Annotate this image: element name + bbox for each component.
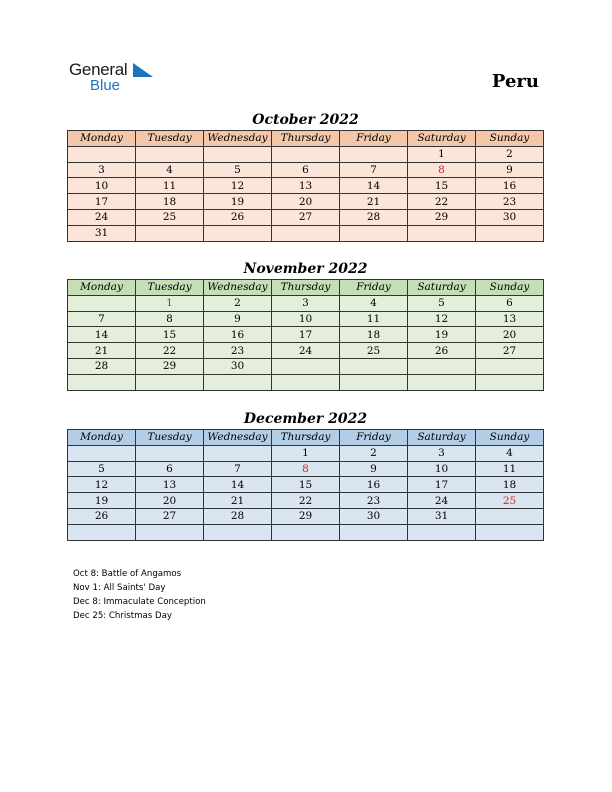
day-cell: 21 bbox=[340, 194, 408, 210]
day-header: Sunday bbox=[476, 131, 544, 147]
logo bbox=[69, 60, 169, 96]
week-row bbox=[68, 493, 544, 509]
day-header: Monday bbox=[68, 430, 136, 446]
day-cell bbox=[476, 508, 544, 524]
day-cell: 15 bbox=[136, 327, 204, 343]
day-cell: 27 bbox=[136, 508, 204, 524]
day-cell bbox=[204, 524, 272, 540]
day-cell: 9 bbox=[204, 311, 272, 327]
day-cell bbox=[272, 358, 340, 374]
day-cell bbox=[68, 524, 136, 540]
day-cell: 19 bbox=[408, 327, 476, 343]
day-cell: 2 bbox=[204, 295, 272, 311]
week-row bbox=[68, 225, 544, 241]
day-header: Thursday bbox=[272, 280, 340, 296]
day-cell bbox=[408, 374, 476, 390]
day-cell: 26 bbox=[408, 343, 476, 359]
week-row bbox=[68, 445, 544, 461]
day-cell: 20 bbox=[136, 493, 204, 509]
day-cell: 10 bbox=[272, 311, 340, 327]
day-cell: 19 bbox=[204, 194, 272, 210]
day-cell: 28 bbox=[204, 508, 272, 524]
day-cell: 3 bbox=[68, 162, 136, 178]
day-cell: 31 bbox=[68, 225, 136, 241]
day-header: Sunday bbox=[476, 430, 544, 446]
day-cell: 13 bbox=[136, 477, 204, 493]
day-header: Friday bbox=[340, 131, 408, 147]
day-cell bbox=[68, 374, 136, 390]
month-title: October 2022 bbox=[252, 112, 359, 128]
day-header: Monday bbox=[68, 280, 136, 296]
week-row bbox=[68, 162, 544, 178]
holiday-notes bbox=[73, 567, 206, 623]
week-row bbox=[68, 194, 544, 210]
day-cell: 4 bbox=[476, 445, 544, 461]
day-cell: 24 bbox=[408, 493, 476, 509]
day-cell: 4 bbox=[136, 162, 204, 178]
day-cell: 5 bbox=[408, 295, 476, 311]
calendar-table bbox=[67, 130, 544, 242]
day-cell bbox=[204, 445, 272, 461]
day-cell: 26 bbox=[68, 508, 136, 524]
day-header: Saturday bbox=[408, 131, 476, 147]
day-cell: 22 bbox=[408, 194, 476, 210]
day-cell: 14 bbox=[204, 477, 272, 493]
week-row bbox=[68, 209, 544, 225]
day-cell: 23 bbox=[476, 194, 544, 210]
logo-triangle-icon bbox=[133, 63, 153, 77]
day-cell: 13 bbox=[272, 178, 340, 194]
day-header: Tuesday bbox=[136, 280, 204, 296]
day-cell: 9 bbox=[476, 162, 544, 178]
holiday-note: Dec 8: Immaculate Conception bbox=[73, 597, 206, 607]
day-header: Wednesday bbox=[204, 430, 272, 446]
day-cell: 6 bbox=[272, 162, 340, 178]
day-cell: 19 bbox=[68, 493, 136, 509]
day-cell: 30 bbox=[204, 358, 272, 374]
day-header: Wednesday bbox=[204, 280, 272, 296]
day-cell: 12 bbox=[408, 311, 476, 327]
day-cell: 14 bbox=[68, 327, 136, 343]
day-cell: 3 bbox=[408, 445, 476, 461]
week-row bbox=[68, 374, 544, 390]
calendar-table bbox=[67, 429, 544, 541]
day-cell bbox=[476, 374, 544, 390]
day-cell: 17 bbox=[408, 477, 476, 493]
day-cell: 18 bbox=[476, 477, 544, 493]
day-cell: 11 bbox=[476, 461, 544, 477]
day-cell bbox=[204, 146, 272, 162]
day-header: Tuesday bbox=[136, 430, 204, 446]
day-cell: 17 bbox=[272, 327, 340, 343]
holiday-note: Dec 25: Christmas Day bbox=[73, 611, 172, 621]
week-row bbox=[68, 295, 544, 311]
day-header: Friday bbox=[340, 430, 408, 446]
day-cell: 25 bbox=[476, 493, 544, 509]
month-december bbox=[67, 410, 544, 541]
day-header: Thursday bbox=[272, 131, 340, 147]
day-header: Thursday bbox=[272, 430, 340, 446]
day-cell: 6 bbox=[476, 295, 544, 311]
day-cell: 30 bbox=[476, 209, 544, 225]
day-cell: 27 bbox=[476, 343, 544, 359]
day-cell: 8 bbox=[136, 311, 204, 327]
day-cell: 1 bbox=[408, 146, 476, 162]
day-cell: 12 bbox=[204, 178, 272, 194]
day-cell bbox=[136, 445, 204, 461]
day-cell: 10 bbox=[408, 461, 476, 477]
day-cell bbox=[340, 358, 408, 374]
day-cell: 15 bbox=[272, 477, 340, 493]
day-cell: 28 bbox=[68, 358, 136, 374]
day-cell: 18 bbox=[340, 327, 408, 343]
day-cell: 28 bbox=[340, 209, 408, 225]
day-cell bbox=[136, 374, 204, 390]
day-header: Saturday bbox=[408, 280, 476, 296]
week-row bbox=[68, 311, 544, 327]
day-cell: 21 bbox=[68, 343, 136, 359]
day-header: Saturday bbox=[408, 430, 476, 446]
month-november bbox=[67, 260, 544, 391]
day-cell: 10 bbox=[68, 178, 136, 194]
day-cell: 16 bbox=[204, 327, 272, 343]
day-cell: 30 bbox=[340, 508, 408, 524]
day-cell bbox=[476, 524, 544, 540]
day-cell: 2 bbox=[340, 445, 408, 461]
day-cell: 15 bbox=[408, 178, 476, 194]
holiday-note: Nov 1: All Saints' Day bbox=[73, 583, 166, 593]
day-cell bbox=[340, 225, 408, 241]
day-cell: 23 bbox=[204, 343, 272, 359]
day-cell: 24 bbox=[272, 343, 340, 359]
day-cell: 8 bbox=[408, 162, 476, 178]
day-cell bbox=[272, 225, 340, 241]
day-cell bbox=[408, 225, 476, 241]
week-row bbox=[68, 477, 544, 493]
country-title: Peru bbox=[491, 71, 539, 92]
day-cell: 16 bbox=[340, 477, 408, 493]
week-row bbox=[68, 327, 544, 343]
day-cell bbox=[476, 358, 544, 374]
day-cell: 5 bbox=[204, 162, 272, 178]
day-cell: 29 bbox=[272, 508, 340, 524]
day-header: Monday bbox=[68, 131, 136, 147]
day-cell bbox=[68, 146, 136, 162]
day-cell: 31 bbox=[408, 508, 476, 524]
day-cell bbox=[272, 524, 340, 540]
day-header: Tuesday bbox=[136, 131, 204, 147]
day-header: Wednesday bbox=[204, 131, 272, 147]
day-header-row bbox=[68, 280, 544, 296]
day-cell: 13 bbox=[476, 311, 544, 327]
day-cell: 11 bbox=[136, 178, 204, 194]
day-cell bbox=[408, 524, 476, 540]
week-row bbox=[68, 461, 544, 477]
day-cell bbox=[340, 524, 408, 540]
day-cell: 22 bbox=[136, 343, 204, 359]
day-cell: 26 bbox=[204, 209, 272, 225]
day-cell bbox=[272, 146, 340, 162]
day-cell: 11 bbox=[340, 311, 408, 327]
week-row bbox=[68, 146, 544, 162]
day-cell: 5 bbox=[68, 461, 136, 477]
day-cell bbox=[204, 374, 272, 390]
day-cell: 21 bbox=[204, 493, 272, 509]
day-cell bbox=[204, 225, 272, 241]
week-row bbox=[68, 358, 544, 374]
day-cell bbox=[340, 146, 408, 162]
day-cell: 1 bbox=[272, 445, 340, 461]
day-cell: 7 bbox=[204, 461, 272, 477]
day-cell: 25 bbox=[340, 343, 408, 359]
day-cell bbox=[136, 146, 204, 162]
day-cell: 23 bbox=[340, 493, 408, 509]
day-cell: 6 bbox=[136, 461, 204, 477]
day-cell: 29 bbox=[408, 209, 476, 225]
day-header: Friday bbox=[340, 280, 408, 296]
logo-blue-text: Blue bbox=[90, 77, 121, 94]
day-cell: 18 bbox=[136, 194, 204, 210]
day-cell: 2 bbox=[476, 146, 544, 162]
day-cell bbox=[136, 225, 204, 241]
day-header-row bbox=[68, 430, 544, 446]
day-header: Sunday bbox=[476, 280, 544, 296]
logo-general-text: General bbox=[69, 60, 128, 79]
day-cell: 20 bbox=[476, 327, 544, 343]
holiday-note: Oct 8: Battle of Angamos bbox=[73, 569, 182, 579]
day-cell: 9 bbox=[340, 461, 408, 477]
day-cell bbox=[68, 295, 136, 311]
calendar-table bbox=[67, 279, 544, 391]
day-cell: 7 bbox=[340, 162, 408, 178]
week-row bbox=[68, 178, 544, 194]
day-cell: 14 bbox=[340, 178, 408, 194]
day-cell: 24 bbox=[68, 209, 136, 225]
day-cell: 16 bbox=[476, 178, 544, 194]
day-cell bbox=[136, 524, 204, 540]
day-cell: 8 bbox=[272, 461, 340, 477]
week-row bbox=[68, 508, 544, 524]
day-cell: 12 bbox=[68, 477, 136, 493]
month-title: November 2022 bbox=[243, 261, 368, 277]
day-cell: 29 bbox=[136, 358, 204, 374]
day-cell: 1 bbox=[136, 295, 204, 311]
day-cell bbox=[340, 374, 408, 390]
week-row bbox=[68, 524, 544, 540]
week-row bbox=[68, 343, 544, 359]
day-cell: 27 bbox=[272, 209, 340, 225]
day-cell: 17 bbox=[68, 194, 136, 210]
day-cell: 4 bbox=[340, 295, 408, 311]
day-cell: 20 bbox=[272, 194, 340, 210]
day-cell bbox=[68, 445, 136, 461]
day-cell: 7 bbox=[68, 311, 136, 327]
day-header-row bbox=[68, 131, 544, 147]
month-october bbox=[67, 111, 544, 242]
day-cell bbox=[272, 374, 340, 390]
month-title: December 2022 bbox=[243, 411, 368, 427]
day-cell: 25 bbox=[136, 209, 204, 225]
day-cell bbox=[476, 225, 544, 241]
day-cell: 22 bbox=[272, 493, 340, 509]
day-cell bbox=[408, 358, 476, 374]
day-cell: 3 bbox=[272, 295, 340, 311]
